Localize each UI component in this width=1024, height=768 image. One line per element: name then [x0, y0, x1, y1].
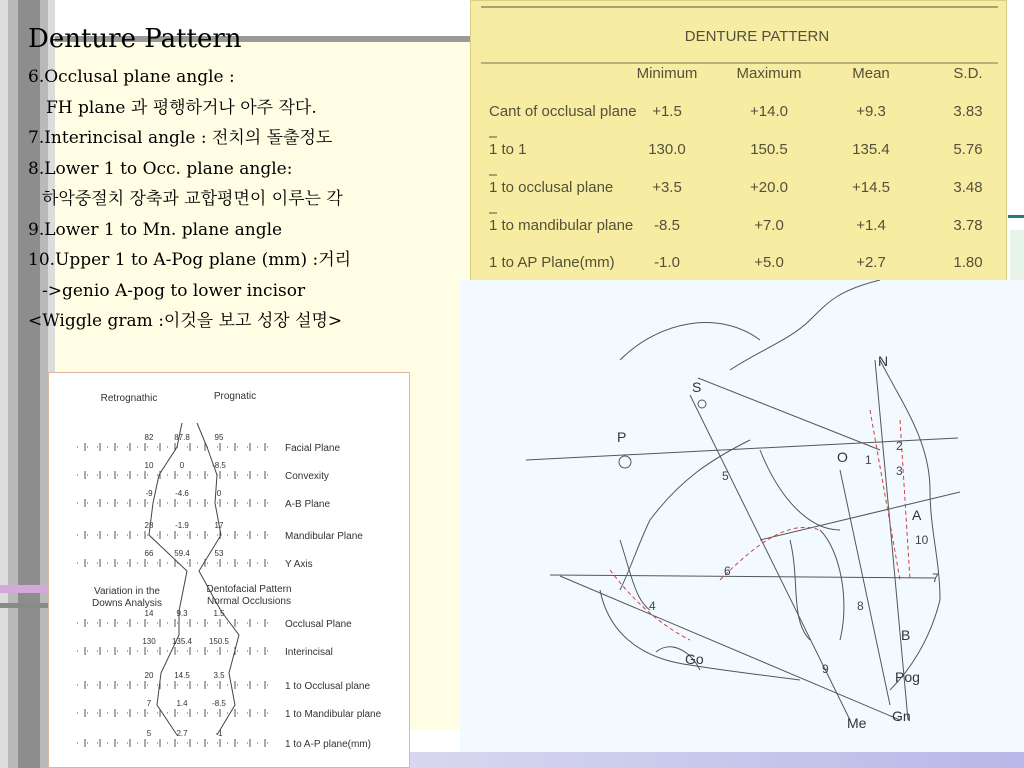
- text-line-8: 8.Lower 1 to Occ. plane angle:: [28, 158, 293, 179]
- wiggle-row-label: Facial Plane: [285, 443, 341, 454]
- slide-bottom-bar: [400, 752, 1024, 768]
- denture-pattern-table-image: [470, 0, 1007, 300]
- wiggle-value: 10: [144, 461, 154, 470]
- wiggle-section-label: Downs Analysis: [91, 598, 163, 609]
- denture-cell: +9.3: [856, 103, 886, 120]
- wiggle-value: 0: [179, 461, 185, 470]
- denture-header-max: Maximum: [736, 65, 802, 82]
- denture-header-min: Minimum: [636, 65, 698, 82]
- denture-cell: +5.0: [754, 254, 784, 271]
- text-line-6-desc: FH plane 과 평행하거나 아주 작다.: [46, 97, 317, 118]
- ceph-label-me: Me: [847, 715, 867, 731]
- denture-cell: +3.5: [652, 179, 682, 196]
- ceph-number-4: 4: [649, 599, 656, 613]
- ceph-number-5: 5: [722, 469, 729, 483]
- wiggle-row-label: A-B Plane: [285, 499, 331, 510]
- wiggle-value: 0: [216, 489, 222, 498]
- wiggle-row-label: Occlusal Plane: [285, 619, 352, 630]
- wiggle-value: 1.5: [213, 609, 225, 618]
- wiggle-row-label: 1 to A-P plane(mm): [285, 739, 371, 750]
- wiggle-row-label: Y Axis: [285, 559, 313, 570]
- slide-accent-bar: [0, 585, 55, 593]
- wiggle-section-label: Variation in the: [94, 586, 160, 597]
- denture-cell: 1.80: [953, 254, 983, 271]
- denture-cell: 135.4: [852, 141, 890, 158]
- denture-header-mean: Mean: [852, 65, 890, 82]
- wiggle-row-label: 1 to Occlusal plane: [285, 681, 371, 692]
- wiggle-value: -1.9: [175, 521, 189, 530]
- wiggle-value: 17: [214, 521, 224, 530]
- wiggle-row-label: Convexity: [285, 471, 329, 482]
- wiggle-value: 5: [146, 729, 152, 738]
- ceph-number-10: 10: [915, 533, 929, 547]
- wiggle-value: -1: [215, 729, 223, 738]
- denture-cell: +2.7: [856, 254, 886, 271]
- ceph-number-2: 2: [896, 439, 903, 453]
- denture-row-label: 1 to mandibular plane: [489, 217, 634, 234]
- denture-cell: 150.5: [750, 141, 788, 158]
- ceph-label-gn: Gn: [892, 708, 911, 724]
- slide-text-block: [28, 22, 458, 337]
- text-line-10-desc: ->genio A-pog to lower incisor: [42, 280, 306, 301]
- text-line-wiggle: <Wiggle gram :이것을 보고 성장 설명>: [28, 311, 343, 331]
- denture-cell: +14.0: [750, 103, 788, 120]
- denture-row-label: 1 to 1: [489, 141, 527, 158]
- ceph-label-a: A: [912, 507, 922, 523]
- wiggle-section-label: Dentofacial Pattern: [206, 584, 292, 595]
- denture-cell: 5.76: [953, 141, 983, 158]
- ceph-label-p: P: [617, 429, 627, 445]
- ceph-label-s: S: [692, 379, 702, 395]
- wiggle-value: -4.6: [175, 489, 189, 498]
- denture-cell: -1.0: [654, 254, 680, 271]
- wiggle-value: 1.4: [176, 699, 188, 708]
- wiggle-value: 14.5: [174, 671, 190, 680]
- wiggle-header-prognatic: Prognatic: [213, 391, 257, 402]
- ceph-number-8: 8: [857, 599, 864, 613]
- denture-cell: 130.0: [648, 141, 686, 158]
- ceph-number-1: 1: [865, 453, 872, 467]
- denture-cell: 3.83: [953, 103, 983, 120]
- ceph-svg: [460, 280, 1024, 752]
- wiggle-value: 150.5: [208, 637, 230, 646]
- wiggle-value: 28: [144, 521, 154, 530]
- denture-header-sd: S.D.: [953, 65, 983, 82]
- wiggle-value: -9: [145, 489, 153, 498]
- wiggle-value: 7: [146, 699, 152, 708]
- denture-cell: -8.5: [654, 217, 680, 234]
- wiggle-header-retrognathic: Retrognathic: [100, 393, 158, 404]
- slide-title: Denture Pattern: [28, 24, 242, 54]
- wiggle-section-label: Normal Occlusions: [207, 596, 291, 607]
- wiggle-row-label: Mandibular Plane: [285, 531, 363, 542]
- slide-accent-bar-2: [0, 603, 50, 608]
- slide-teal-bar: [1008, 215, 1024, 218]
- wiggle-value: 82: [144, 433, 154, 442]
- ceph-number-3: 3: [896, 464, 903, 478]
- ceph-number-6: 6: [724, 564, 731, 578]
- denture-table-title: DENTURE PATTERN: [684, 28, 830, 45]
- denture-cell: +14.5: [852, 179, 890, 196]
- wiggle-value: 53: [214, 549, 224, 558]
- cephalometric-tracing-image: [460, 280, 1024, 752]
- wiggle-gram-image: [48, 372, 410, 768]
- ceph-label-o: O: [837, 449, 848, 465]
- denture-cell: +1.4: [856, 217, 886, 234]
- wiggle-value: 14: [144, 609, 154, 618]
- denture-table-svg: [471, 1, 1008, 301]
- slide-right-accent: [1010, 230, 1024, 285]
- wiggle-value: 87.8: [174, 433, 190, 442]
- wiggle-row-label: 1 to Mandibular plane: [285, 709, 382, 720]
- wiggle-value: 20: [144, 671, 154, 680]
- wiggle-value: 66: [144, 549, 154, 558]
- denture-row-label: 1 to AP Plane(mm): [489, 254, 615, 271]
- wiggle-value: 9.3: [176, 609, 188, 618]
- ceph-label-n: N: [878, 353, 889, 369]
- wiggle-value: 95: [214, 433, 224, 442]
- denture-row-label: Cant of occlusal plane: [489, 103, 637, 120]
- wiggle-value: -8.5: [212, 699, 226, 708]
- text-line-6: 6.Occlusal plane angle :: [28, 67, 235, 87]
- text-line-10: 10.Upper 1 to A-Pog plane (mm) :거리: [28, 250, 352, 270]
- denture-cell: +1.5: [652, 103, 682, 120]
- denture-row-label: 1 to occlusal plane: [489, 179, 614, 196]
- wiggle-value: 2.7: [176, 729, 188, 738]
- ceph-number-7: 7: [932, 571, 939, 585]
- wiggle-row-label: Interincisal: [285, 647, 333, 658]
- ceph-label-b: B: [901, 627, 911, 643]
- wiggle-value: 3.5: [213, 671, 225, 680]
- ceph-label-pog: Pog: [895, 669, 920, 685]
- denture-cell: 3.78: [953, 217, 983, 234]
- denture-cell: 3.48: [953, 179, 983, 196]
- wiggle-value: 59.4: [174, 549, 190, 558]
- ceph-number-9: 9: [822, 662, 829, 676]
- text-line-7: 7.Interincisal angle : 전치의 돌출정도: [28, 128, 333, 148]
- denture-cell: +20.0: [750, 179, 788, 196]
- denture-cell: +7.0: [754, 217, 784, 234]
- text-line-8-desc: 하악중절치 장축과 교합평면이 이루는 각: [42, 189, 343, 209]
- ceph-label-go: Go: [685, 651, 704, 667]
- wiggle-value: -8.5: [212, 461, 226, 470]
- wiggle-value: 130: [142, 637, 156, 646]
- text-line-9: 9.Lower 1 to Mn. plane angle: [28, 219, 283, 240]
- wiggle-gram-svg: [49, 373, 410, 768]
- wiggle-value: 135.4: [171, 637, 193, 646]
